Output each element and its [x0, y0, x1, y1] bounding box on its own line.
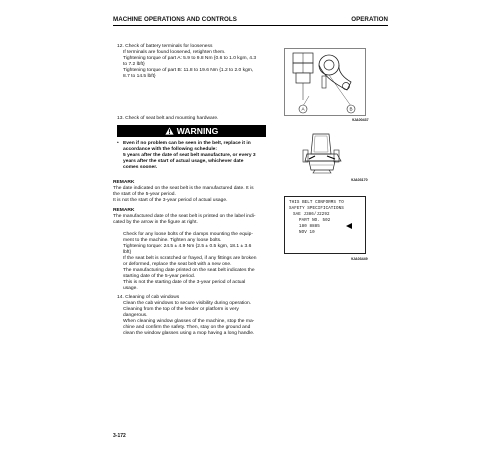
- check-line: Tightening torque: 24.5 ± 4.9 Nm {2.5 ± 0.5 kgm, 18.1 ± 3.6: [123, 244, 252, 249]
- battery-terminal-figure: [284, 48, 366, 116]
- item-12-line: If terminals are found loosened, retighten them.: [123, 50, 226, 55]
- label-figure-caption: 9JA03449: [351, 257, 368, 261]
- check-line: This is not the starting date of the 3-year period of actual: [123, 280, 246, 285]
- remark-line: The date indicated on the seat belt is the manufactured date. It is: [113, 186, 254, 191]
- warning-line: comes sooner.: [123, 165, 158, 170]
- item-14-heading: 14. Cleaning of cab windows: [117, 295, 180, 300]
- item-12-line: 8.7 to 14.5 lbft}: [123, 74, 156, 79]
- label-line: SAE J386/J2292: [293, 213, 330, 217]
- check-line: Check for any loose bolts of the clamps mounting the equip-: [123, 232, 253, 237]
- check-line: If the seat belt is scratched or frayed, if any fittings are broken: [123, 256, 257, 261]
- warning-title: WARNING: [176, 126, 219, 136]
- label-line: PART NO. 502: [299, 219, 331, 223]
- page-header: [113, 16, 388, 26]
- warning-line: Even if no problem can be seen in the belt, replace it in: [123, 141, 251, 146]
- check-line: The manufacturing date printed on the seat belt indicates the: [123, 268, 255, 273]
- warning-line: years after the start of actual usage, whichever date: [123, 159, 244, 164]
- warning-line: 5 years after the date of seat belt manufacture, or every 3: [123, 153, 256, 158]
- check-line: starting date of the 5-year period.: [123, 274, 196, 279]
- figure-1-caption: 9JA00437: [352, 118, 369, 122]
- remark-heading: REMARK: [113, 180, 135, 185]
- item-12-line: Tightening torque of part A: 5.9 to 9.8 Nm {0.6 to 1.0 kgm, 4.3: [123, 56, 257, 61]
- check-line: lbft}: [123, 250, 132, 255]
- remark-line: cated by the arrow in the figure at right.: [113, 220, 198, 225]
- label-line: 180 8885: [299, 225, 320, 229]
- warning-line: accordance with the following schedule:: [123, 147, 218, 152]
- item-14-line: Cleaning from the top of the fender or platform is very: [123, 307, 239, 312]
- warning-banner: [117, 125, 266, 137]
- header-section-title: MACHINE OPERATIONS AND CONTROLS: [113, 16, 237, 23]
- callout-b: B: [349, 106, 353, 112]
- label-line: THIS BELT CONFORMS TO: [289, 201, 344, 205]
- item-12-line: Tightening torque of part B: 11.8 to 19.6 Nm {1.2 to 2.0 kgm,: [123, 68, 254, 73]
- item-13-heading: 13. Check of seat belt and mounting hardware.: [117, 116, 219, 121]
- check-line: or deformed, replace the seat belt with a new one.: [123, 262, 232, 267]
- remark-heading: REMARK: [113, 208, 135, 213]
- remark-line: The manufactured date of the seat belt is printed on the label indi-: [113, 214, 256, 219]
- arrow-left-icon: [346, 223, 352, 229]
- remark-line: It is not the start of the 3-year period of actual usage.: [113, 198, 228, 203]
- seatbelt-label-figure: [284, 196, 366, 254]
- label-line: NOV 10: [299, 231, 315, 235]
- check-line: ment to the machine. Tighten any loose bolts.: [123, 238, 222, 243]
- warning-triangle-icon: [165, 127, 174, 135]
- label-line: SAFETY SPECIFICATIONS: [289, 207, 344, 211]
- item-14-line: When cleaning window glasses of the machine, stop the ma-: [123, 319, 255, 324]
- page-number: 3-172: [113, 433, 126, 439]
- operator-seat-figure: [285, 132, 365, 175]
- item-14-line: dangerous.: [123, 313, 148, 318]
- figure-2-caption: 9JA03170: [351, 178, 368, 182]
- check-line: usage.: [123, 286, 138, 291]
- header-chapter-title: OPERATION: [351, 16, 388, 23]
- item-14-line: chine and confirm the safety. Then, stay on the ground and: [123, 325, 251, 330]
- item-12-line: to 7.2 lbft}: [123, 62, 145, 67]
- item-14-line: Clean the cab windows to secure visibility during operation.: [123, 301, 252, 306]
- item-12-heading: 12. Check of battery terminals for looseness: [117, 44, 213, 49]
- warning-bullet: •: [117, 141, 119, 146]
- callout-a: A: [301, 106, 305, 112]
- remark-line: the start of the 5-year period.: [113, 192, 176, 197]
- item-14-line: clean the window glasses using a mop having a long handle.: [123, 331, 255, 336]
